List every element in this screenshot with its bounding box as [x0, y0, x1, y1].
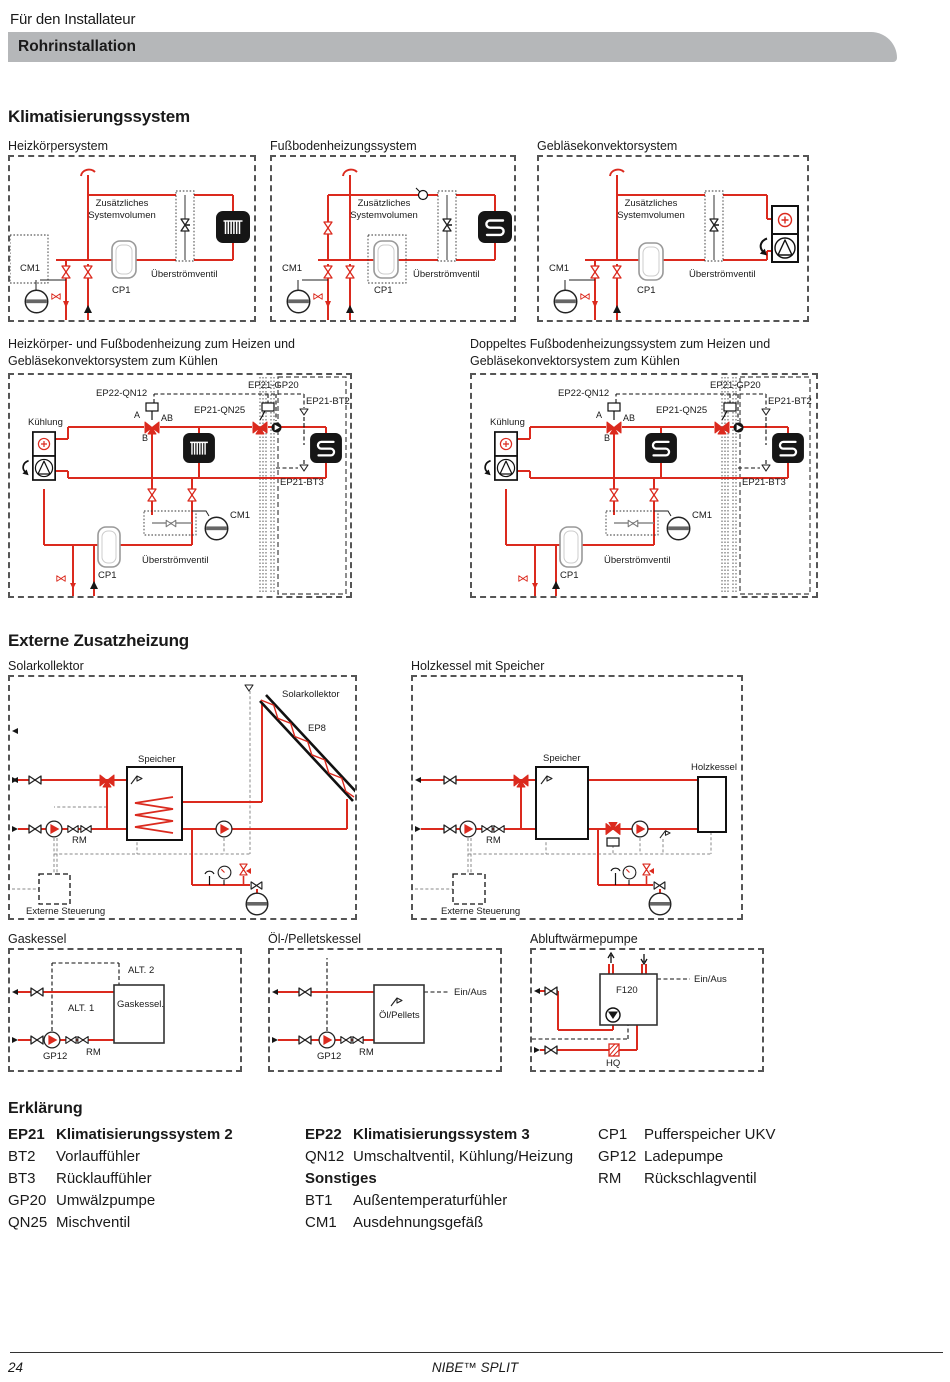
expansion-vessel-icon [667, 517, 690, 540]
legend-label: Mischventil [56, 1214, 131, 1231]
pressure-gauge-icon [623, 866, 636, 879]
pipe-sensor-icon [660, 831, 670, 838]
gp20-label: EP21-GP20 [710, 380, 761, 391]
safety-valve-icon [240, 864, 247, 875]
shutoff-valve-icon [84, 266, 92, 278]
diagram-fussbodenheizungssystem [270, 138, 516, 322]
diagram-title-line2: Gebläsekonvektorsystem zum Kühlen [470, 354, 680, 368]
chapter-title: Rohrinstallation [18, 38, 136, 55]
legend-code: QN12 [305, 1148, 345, 1165]
drain-valve-icon [57, 576, 65, 582]
extra-volume-label2: Systemvolumen [350, 210, 418, 221]
external-control-label: Externe Steuerung [441, 906, 521, 917]
legend-label: Klimatisierungssystem 3 [353, 1126, 530, 1143]
bt2-label: EP21-BT2 [306, 396, 350, 407]
floor-coil-icon [772, 433, 804, 463]
shutoff-valve-icon [29, 825, 41, 833]
legend-code: BT1 [305, 1192, 333, 1209]
diagram-holzkessel [411, 658, 743, 920]
legend-row [8, 1212, 298, 1234]
extra-volume-label2: Systemvolumen [617, 210, 685, 221]
pipes [318, 170, 495, 320]
legend-label: Ausdehnungsgefäß [353, 1214, 484, 1231]
shutoff-valve-icon [299, 988, 311, 996]
diagram-title: Gebläsekonvektorsystem [537, 139, 678, 153]
overflow-valve-icon [166, 520, 176, 526]
shutoff-valve-icon [62, 266, 70, 278]
legend-row [305, 1212, 595, 1234]
cp1-label: CP1 [637, 285, 656, 296]
legend-code: GP20 [8, 1192, 47, 1209]
legend-row [305, 1190, 595, 1212]
rm-valve-icon [78, 1037, 88, 1044]
shutoff-valve-icon [591, 266, 599, 278]
cm1-label: CM1 [230, 510, 251, 521]
overflow-valve-label: Überströmventil [142, 555, 209, 566]
shutoff-valve-icon [29, 776, 41, 784]
port-a-label: A [134, 410, 141, 420]
legend-label: Pufferspeicher UKV [644, 1126, 776, 1143]
diagram-title: Holzkessel mit Speicher [411, 659, 545, 673]
port-b-label: B [142, 433, 149, 443]
mixing-valve-icon [100, 775, 114, 787]
safety-valve-icon [643, 864, 650, 875]
legend-row [598, 1146, 858, 1168]
pipes [585, 170, 771, 320]
overflow-valve-label: Überströmventil [413, 269, 480, 280]
gp12-pump-icon [44, 1032, 60, 1048]
air-vent-icon [205, 871, 214, 885]
legend-code: CM1 [305, 1214, 337, 1231]
legend-code: EP22 [305, 1126, 342, 1143]
page-kicker: Für den Installateur [10, 11, 136, 28]
shutoff-valve-icon [613, 266, 621, 278]
shutoff-valve-icon [299, 1036, 311, 1044]
 [12, 728, 18, 783]
drain-valve-icon [314, 294, 322, 300]
bt3-sensor-icon [762, 465, 770, 471]
cp1-label: CP1 [98, 570, 117, 581]
wood-boiler-box [698, 777, 726, 832]
qn12-label: EP22-QN12 [96, 388, 148, 399]
collector-label: Solarkollektor [282, 689, 340, 700]
external-control-label: Externe Steuerung [26, 906, 106, 917]
section-heading-climate: Klimatisierungssystem [8, 107, 190, 126]
expansion-vessel-icon [246, 893, 268, 915]
shutoff-valve-icon [545, 1046, 557, 1054]
hq-label: HQ [606, 1058, 621, 1069]
legend-row [8, 1146, 298, 1168]
shutoff-valve-icon [31, 988, 43, 996]
diagram-abluftwaermepumpe [530, 931, 764, 1072]
bt2-label: EP21-BT2 [768, 396, 812, 407]
diagram-title: Abluftwärmepumpe [530, 932, 638, 946]
extra-volume-label2: Systemvolumen [88, 210, 156, 221]
legend-label: Rückschlagventil [644, 1170, 757, 1187]
legend-row [8, 1168, 298, 1190]
legend-row [305, 1146, 595, 1168]
pipes [56, 170, 233, 320]
gas-boiler-label: Gaskessel. [117, 999, 164, 1010]
floor-coil-icon [645, 433, 677, 463]
cp1-label: CP1 [112, 285, 131, 296]
floor-coil-icon [478, 211, 512, 243]
shutoff-valve-icon [31, 1036, 43, 1044]
cooling-label: Kühlung [28, 417, 63, 428]
legend-code: BT2 [8, 1148, 36, 1165]
port-b-label: B [604, 433, 611, 443]
footer-rule [10, 1352, 943, 1353]
cooling-label: Kühlung [490, 417, 525, 428]
legend-column-2 [305, 1124, 595, 1234]
boiler-pump-icon [632, 821, 648, 837]
legend-row [598, 1124, 858, 1146]
legend-code: GP12 [598, 1148, 637, 1165]
overflow-valve-label: Überströmventil [689, 269, 756, 280]
shutoff-valve-icon [324, 266, 332, 278]
drain-valve-icon [519, 576, 527, 582]
legend-code: BT3 [8, 1170, 36, 1187]
gp12-label: GP12 [317, 1051, 342, 1062]
diagram-oel-pelletskessel [268, 931, 502, 1072]
overflow-valve-label: Überströmventil [604, 555, 671, 566]
legend-row [8, 1190, 298, 1212]
pipes [18, 992, 114, 1040]
shutoff-valve-icon [251, 882, 262, 889]
legend-heading: Erklärung [8, 1100, 83, 1117]
diagram-gaskessel [8, 931, 242, 1072]
cm1-label: CM1 [20, 263, 41, 274]
footer-page-number: 24 [8, 1360, 24, 1375]
shutoff-valve-icon [654, 882, 665, 889]
rm-valve-icon [68, 826, 78, 833]
diagram-heizkoerpersystem [8, 138, 256, 322]
tank-label: Speicher [543, 753, 581, 764]
expansion-vessel-icon [649, 893, 671, 915]
collector-sensor-icon [245, 685, 253, 691]
rm-valve-icon [341, 1037, 351, 1044]
circulation-pump-icon [460, 821, 476, 837]
bt3-sensor-icon [300, 465, 308, 471]
external-control-box [39, 874, 70, 904]
diagram-heizkoerper-fussboden-kuehlen [8, 336, 356, 598]
air-arrows [608, 953, 647, 964]
cp1-label: CP1 [374, 285, 393, 296]
port-ab-label: AB [623, 413, 636, 423]
diagram-title: Heizkörpersystem [8, 139, 109, 153]
direction-arrow-icon [484, 461, 490, 476]
gp20-pump-icon [733, 422, 743, 432]
cp1-label: CP1 [560, 570, 579, 581]
diagram-title-line2: Gebläsekonvektorsystem zum Kühlen [8, 354, 218, 368]
drain-valve-icon [581, 294, 589, 300]
fan-convector-icon [495, 432, 517, 480]
legend-row [305, 1124, 595, 1146]
shutoff-valve-icon [650, 489, 658, 501]
diagram-title: Fußbodenheizungssystem [270, 139, 417, 153]
expansion-vessel-icon [205, 517, 228, 540]
cm1-label: CM1 [692, 510, 713, 521]
legend-column-1 [8, 1124, 298, 1234]
extra-volume-label: Zusätzliches [624, 198, 678, 209]
rm-label: RM [72, 835, 87, 846]
diagram-title-line1: Heizkörper- und Fußbodenheizung zum Heizen und [8, 337, 295, 351]
diagram-title: Gaskessel [8, 932, 67, 946]
shutoff-valve-icon [346, 266, 354, 278]
overflow-valve-icon [628, 520, 638, 526]
legend-label: Außentemperaturfühler [353, 1192, 508, 1209]
external-control-box [453, 874, 485, 904]
bt2-sensor-icon [300, 409, 308, 415]
rm-valve-icon [494, 826, 504, 833]
diagram-title-line1: Doppeltes Fußbodenheizungssystem zum Heizen und [470, 337, 771, 351]
expansion-vessel-icon [287, 290, 310, 313]
ep8-label: EP8 [308, 723, 326, 734]
legend-subheading: Sonstiges [305, 1170, 377, 1187]
shutoff-valve-icon [444, 776, 456, 784]
rm-label: RM [359, 1047, 374, 1058]
qn25-label: EP21-QN25 [194, 405, 246, 416]
legend-label: Umwälzpumpe [56, 1192, 156, 1209]
legend-label: Rücklauffühler [56, 1170, 152, 1187]
diagram-geblaesekonvektorsystem [537, 138, 809, 322]
ein-aus-label: Ein/Aus [694, 974, 727, 985]
rm-valve-icon [353, 1037, 363, 1044]
solar-pump-icon [216, 821, 232, 837]
shutoff-valve-icon [610, 489, 618, 501]
section-heading-external: Externe Zusatzheizung [8, 631, 189, 650]
extra-volume-label: Zusätzliches [357, 198, 411, 209]
diagram-doppeltes-fussboden-kuehlen [470, 336, 818, 598]
legend-row [8, 1124, 298, 1146]
air-vent-icon [611, 868, 620, 885]
shutoff-valve-icon [545, 987, 557, 995]
oil-boiler-label: Öl/Pellets [379, 1010, 420, 1021]
cm1-label: CM1 [549, 263, 570, 274]
bt3-label: EP21-BT3 [280, 477, 324, 488]
qn12-label: EP22-QN12 [558, 388, 610, 399]
diagram-title: Solarkollektor [8, 659, 84, 673]
gp20-pump-icon [271, 422, 281, 432]
diagram-title: Öl-/Pelletskessel [268, 932, 362, 946]
shutoff-valve-icon [148, 489, 156, 501]
bt3-label: EP21-BT3 [742, 477, 786, 488]
port-a-label: A [596, 410, 603, 420]
pressure-gauge-icon [218, 866, 231, 879]
overflow-valve-label: Überströmventil [151, 269, 218, 280]
alt2-label: ALT. 2 [128, 965, 155, 976]
legend-code: QN25 [8, 1214, 48, 1231]
shutoff-valve-icon [188, 489, 196, 501]
radiator-icon [183, 433, 215, 463]
floor-coil-icon [310, 433, 342, 463]
solar-collector-icon [260, 695, 355, 801]
legend-column-3 [598, 1124, 858, 1190]
wood-boiler-label: Holzkessel [691, 762, 737, 773]
alt1-label: ALT. 1 [68, 1003, 95, 1014]
gp12-label: GP12 [43, 1051, 68, 1062]
hq-filter-icon [609, 1044, 619, 1056]
extra-volume-label: Zusätzliches [95, 198, 149, 209]
chapter-header-bar [8, 32, 897, 62]
control-wiring [52, 963, 119, 1031]
legend-code: RM [598, 1170, 622, 1187]
legend-row [598, 1168, 858, 1190]
rm-valve-icon [81, 826, 91, 833]
bt2-sensor-icon [762, 409, 770, 415]
gas-boiler-box [114, 985, 164, 1043]
circulation-pump-icon [46, 821, 62, 837]
shunt-valve-icon [606, 823, 620, 835]
gp20-label: EP21-GP20 [248, 380, 299, 391]
legend-row [305, 1168, 595, 1190]
fan-convector-icon [772, 206, 798, 262]
port-ab-label: AB [161, 413, 174, 423]
rm-label: RM [86, 1047, 101, 1058]
cm1-label: CM1 [282, 263, 303, 274]
expansion-vessel-icon [554, 290, 577, 313]
shutoff-valve-icon [444, 825, 456, 833]
direction-arrow-icon [760, 239, 767, 256]
gp12-pump-icon [319, 1032, 335, 1048]
diagram-solarkollektor [8, 658, 357, 920]
footer-brand: NIBE™ SPLIT [431, 1360, 519, 1375]
f120-label: F120 [616, 985, 638, 996]
legend-label: Ladepumpe [644, 1148, 724, 1165]
legend-code: EP21 [8, 1126, 45, 1143]
legend-label: Klimatisierungssystem 2 [56, 1126, 233, 1143]
tank-label: Speicher [138, 754, 176, 765]
radiator-icon [216, 211, 250, 243]
legend-label: Umschaltventil, Kühlung/Heizung [353, 1148, 574, 1165]
fan-convector-icon [33, 432, 55, 480]
expansion-vessel-icon [25, 290, 48, 313]
rm-valve-icon [66, 1037, 76, 1044]
legend-code: CP1 [598, 1126, 628, 1143]
mixing-valve-icon [514, 775, 528, 787]
legend-label: Vorlauffühler [56, 1148, 140, 1165]
rm-label: RM [486, 835, 501, 846]
qn25-label: EP21-QN25 [656, 405, 708, 416]
ein-aus-label: Ein/Aus [454, 987, 487, 998]
drain-valve-icon [52, 294, 60, 300]
rm-valve-icon [482, 826, 492, 833]
direction-arrow-icon [22, 461, 28, 476]
shutoff-valve-icon [324, 222, 332, 234]
